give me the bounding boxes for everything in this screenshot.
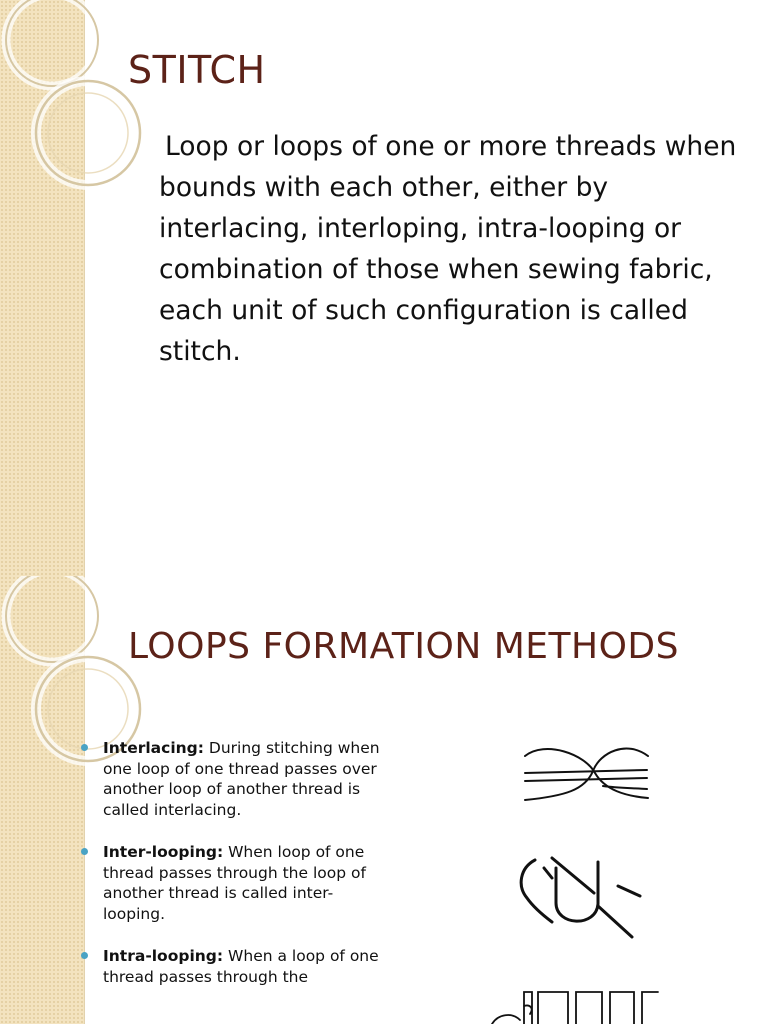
bullet-text: During stitching when one loop of one thread passes over another loop of another thread is called interlacing. bbox=[103, 739, 380, 819]
interlacing-diagram bbox=[455, 728, 720, 833]
slide-title: LOOPS FORMATION METHODS bbox=[128, 626, 679, 667]
list-item-intra-looping bbox=[80, 946, 380, 987]
definition-paragraph bbox=[159, 126, 749, 372]
bullet-dot-icon bbox=[81, 952, 88, 959]
intra-looping-diagram bbox=[468, 976, 683, 1024]
bullet-text: When a loop of one thread passes through the bbox=[103, 947, 379, 986]
bullet-term: Interlacing: bbox=[103, 739, 204, 757]
slide-title: STITCH bbox=[128, 48, 266, 92]
methods-list bbox=[80, 738, 380, 987]
bullet-dot-icon bbox=[81, 744, 88, 751]
list-item-inter-looping bbox=[80, 842, 380, 924]
list-item-interlacing bbox=[80, 738, 380, 820]
slide-loops-formation bbox=[0, 576, 768, 1024]
definition-text: Loop or loops of one or more threads when bounds with each other, either by interlacing, interloping, intra-looping or combination of those when sewing fabric, each unit of such configuration is called stitch. bbox=[159, 131, 737, 367]
bullet-dot-icon bbox=[81, 848, 88, 855]
bullet-text: When loop of one thread passes through the loop of another thread is called inter-looping. bbox=[103, 843, 366, 923]
bullet-term: Intra-looping: bbox=[103, 947, 224, 965]
inter-looping-diagram bbox=[432, 838, 729, 953]
decorative-rings bbox=[0, 0, 150, 220]
bullet-term: Inter-looping: bbox=[103, 843, 224, 861]
